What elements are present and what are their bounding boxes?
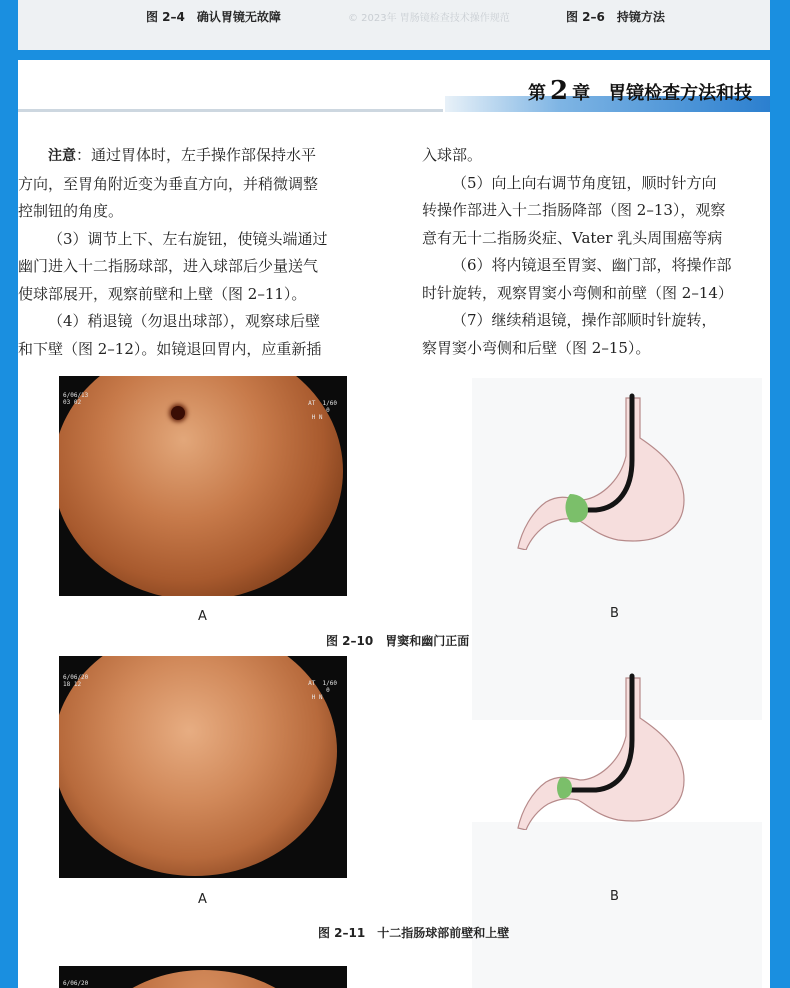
stomach-outline [518, 398, 684, 550]
text-line: 意有无十二指肠炎症、Vater 乳头周围癌等病 [422, 228, 723, 247]
text-line: 幽门进入十二指肠球部，进入球部后少量送气 [18, 257, 319, 275]
text-line: （7）继续稍退镜，操作部顺时针旋转， [452, 311, 717, 329]
figure-2-11-label-a: A [198, 892, 207, 907]
photo-overlay-settings: AT 1/60 0 H N [308, 680, 337, 701]
diagram-background [472, 822, 762, 988]
stomach-outline [518, 678, 684, 830]
pylorus-opening [171, 406, 185, 420]
mucosa-view [59, 376, 343, 596]
figure-2-6-caption: 图 2–6 持镜方法 [566, 10, 665, 24]
stomach-diagram-a [508, 390, 688, 550]
figure-2-11-caption [318, 924, 509, 941]
text-line: 使球部展开，观察前壁和上壁（图 2–11）。 [18, 284, 307, 303]
chapter-title [528, 76, 752, 106]
caption-number: 图 2–11 [318, 926, 366, 940]
photo-overlay-date: 6/06/20 18 12 [63, 674, 89, 688]
text-line: 方向，至胃角附近变为垂直方向，并稍微调整 [18, 174, 319, 193]
text-line: （4）稍退镜（勿退出球部），观察球后壁 [48, 312, 321, 330]
note-label: 注意 [48, 148, 76, 164]
text-line: 入球部。 [422, 146, 483, 164]
top-strip [18, 0, 770, 50]
figure-2-10-label-a: A [198, 609, 207, 624]
watermark-text: © 2023年 胃肠镜检查技术操作规范 [348, 13, 510, 24]
caption-number: 图 2–10 [326, 634, 374, 648]
photo-overlay-settings: AT 1/60 0 H N [308, 400, 337, 421]
mucosa-view [59, 656, 337, 876]
figure-2-10-caption [326, 632, 469, 649]
text-line: 时针旋转，观察胃窦小弯侧和前壁（图 2–14） [422, 283, 733, 302]
figure-2-11-label-b: B [610, 889, 619, 904]
caption-title: 胃窦和幽门正面 [385, 634, 470, 648]
figure-2-10-label-b: B [610, 606, 619, 621]
text-line: 察胃窦小弯侧和后壁（图 2–15）。 [422, 338, 651, 357]
endoscopy-photo-bulb [59, 656, 347, 878]
photo-overlay-date: 6/06/13 03 02 [63, 392, 89, 406]
chapter-prefix: 第 [528, 83, 546, 104]
mucosa-view [79, 970, 329, 988]
text-line: 转操作部进入十二指肠降部（图 2–13），观察 [422, 201, 726, 219]
left-text-column [18, 142, 390, 363]
chapter-number: 2 [550, 76, 569, 106]
chapter-suffix: 章 胃镜检查方法和技 [572, 83, 753, 104]
right-text-column [422, 142, 770, 362]
pylorus-highlight [566, 494, 589, 523]
photo-overlay-date: 6/06/20 [63, 980, 89, 987]
stomach-diagram-b [508, 670, 688, 830]
book-page [18, 60, 770, 988]
caption-title: 十二指肠球部前壁和上壁 [377, 926, 510, 940]
endoscopy-photo-next [59, 966, 347, 988]
figure-2-4-caption: 图 2–4 确认胃镜无故障 [146, 10, 281, 24]
text-line: 控制钮的角度。 [18, 202, 124, 220]
text-line: （5）向上向右调节角度钮，顺时针方向 [452, 173, 717, 192]
header-rule [18, 109, 443, 112]
text-line: （3）调节上下、左右旋钮，使镜头端通过 [48, 229, 328, 248]
text-line: 注意：通过胃体时，左手操作部保持水平 [48, 146, 317, 164]
endoscopy-photo-antrum [59, 376, 347, 596]
text-line: 和下壁（图 2–12）。如镜退回胃内，应重新插 [18, 339, 322, 358]
text-line: （6）将内镜退至胃窦、幽门部，将操作部 [452, 256, 732, 274]
